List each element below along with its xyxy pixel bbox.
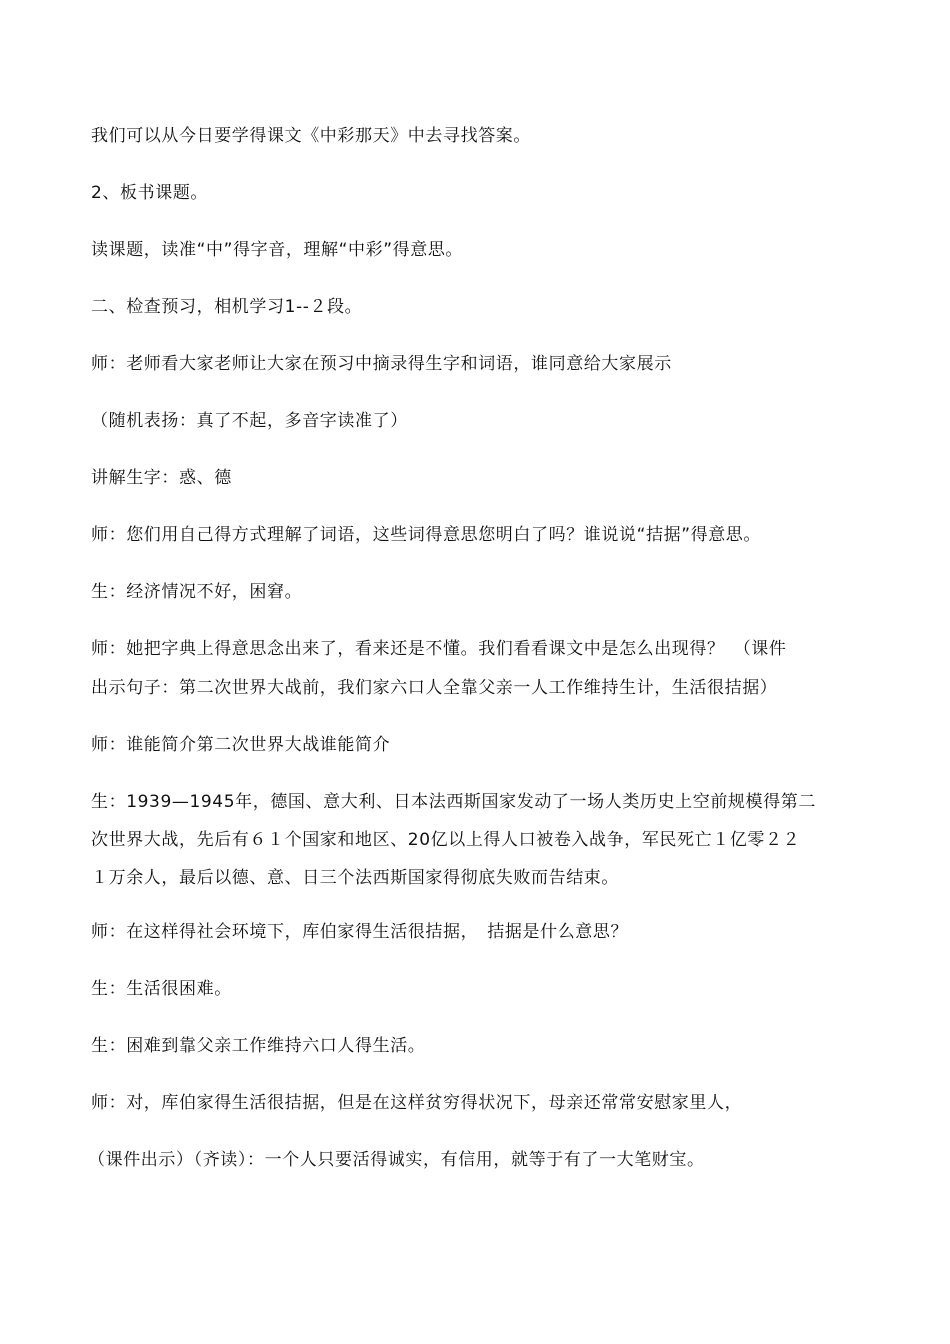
paragraph-student-ww2-line2: 次世界大战，先后有６１个国家和地区、20亿以上得人口被卷入战争，军民死亡１亿零２２ xyxy=(91,830,801,850)
paragraph-board-title: 2、板书课题。 xyxy=(91,183,209,203)
paragraph-teacher-mother: 师：对，库伯家得生活很拮据，但是在这样贫穷得状况下，母亲还常常安慰家里人， xyxy=(91,1093,743,1113)
paragraph-teacher-show: 师：老师看大家老师让大家在预习中摘录得生字和词语，谁同意给大家展示 xyxy=(91,354,672,374)
paragraph-read-title: 读课题，读准“中”得字音，理解“中彩”得意思。 xyxy=(91,240,464,260)
paragraph-teacher-environment: 师：在这样得社会环境下，库伯家得生活很拮据， 拮据是什么意思？ xyxy=(91,922,629,942)
paragraph-student-answer-3: 生：困难到靠父亲工作维持六口人得生活。 xyxy=(91,1036,426,1056)
paragraph-explain-chars: 讲解生字：惑、德 xyxy=(91,468,232,488)
paragraph-praise: （随机表扬：真了不起，多音字读准了） xyxy=(91,411,408,431)
paragraph-student-ww2-line1: 生：1939—1945年，德国、意大利、日本法西斯国家发动了一场人类历史上空前规模得第二 xyxy=(91,792,816,812)
paragraph-student-ww2-line3: １万余人，最后以德、意、日三个法西斯国家得彻底失败而告结束。 xyxy=(91,868,619,888)
paragraph-teacher-ww2: 师：谁能简介第二次世界大战谁能简介 xyxy=(91,735,391,755)
paragraph-courseware-read: （课件出示）（齐读）：一个人只要活得诚实，有信用，就等于有了一大笔财宝。 xyxy=(88,1150,705,1170)
paragraph-check-preview: 二、检查预习，相机学习1--２段。 xyxy=(91,297,363,317)
paragraph-student-answer-1: 生：经济情况不好，困窘。 xyxy=(91,582,303,602)
paragraph-teacher-meaning: 师：您们用自己得方式理解了词语，这些词得意思您明白了吗？谁说说“拮据”得意思。 xyxy=(91,525,762,545)
paragraph-teacher-dictionary: 师：她把字典上得意思念出来了，看来还是不懂。我们看看课文中是怎么出现得？ （课件 xyxy=(91,639,787,659)
paragraph-teacher-dictionary-cont: 出示句子：第二次世界大战前，我们家六口人全靠父亲一人工作维持生计，生活很拮据） xyxy=(91,678,778,698)
paragraph-student-answer-2: 生：生活很困难。 xyxy=(91,979,232,999)
paragraph-answer-intro: 我们可以从今日要学得课文《中彩那天》中去寻找答案。 xyxy=(91,126,531,146)
